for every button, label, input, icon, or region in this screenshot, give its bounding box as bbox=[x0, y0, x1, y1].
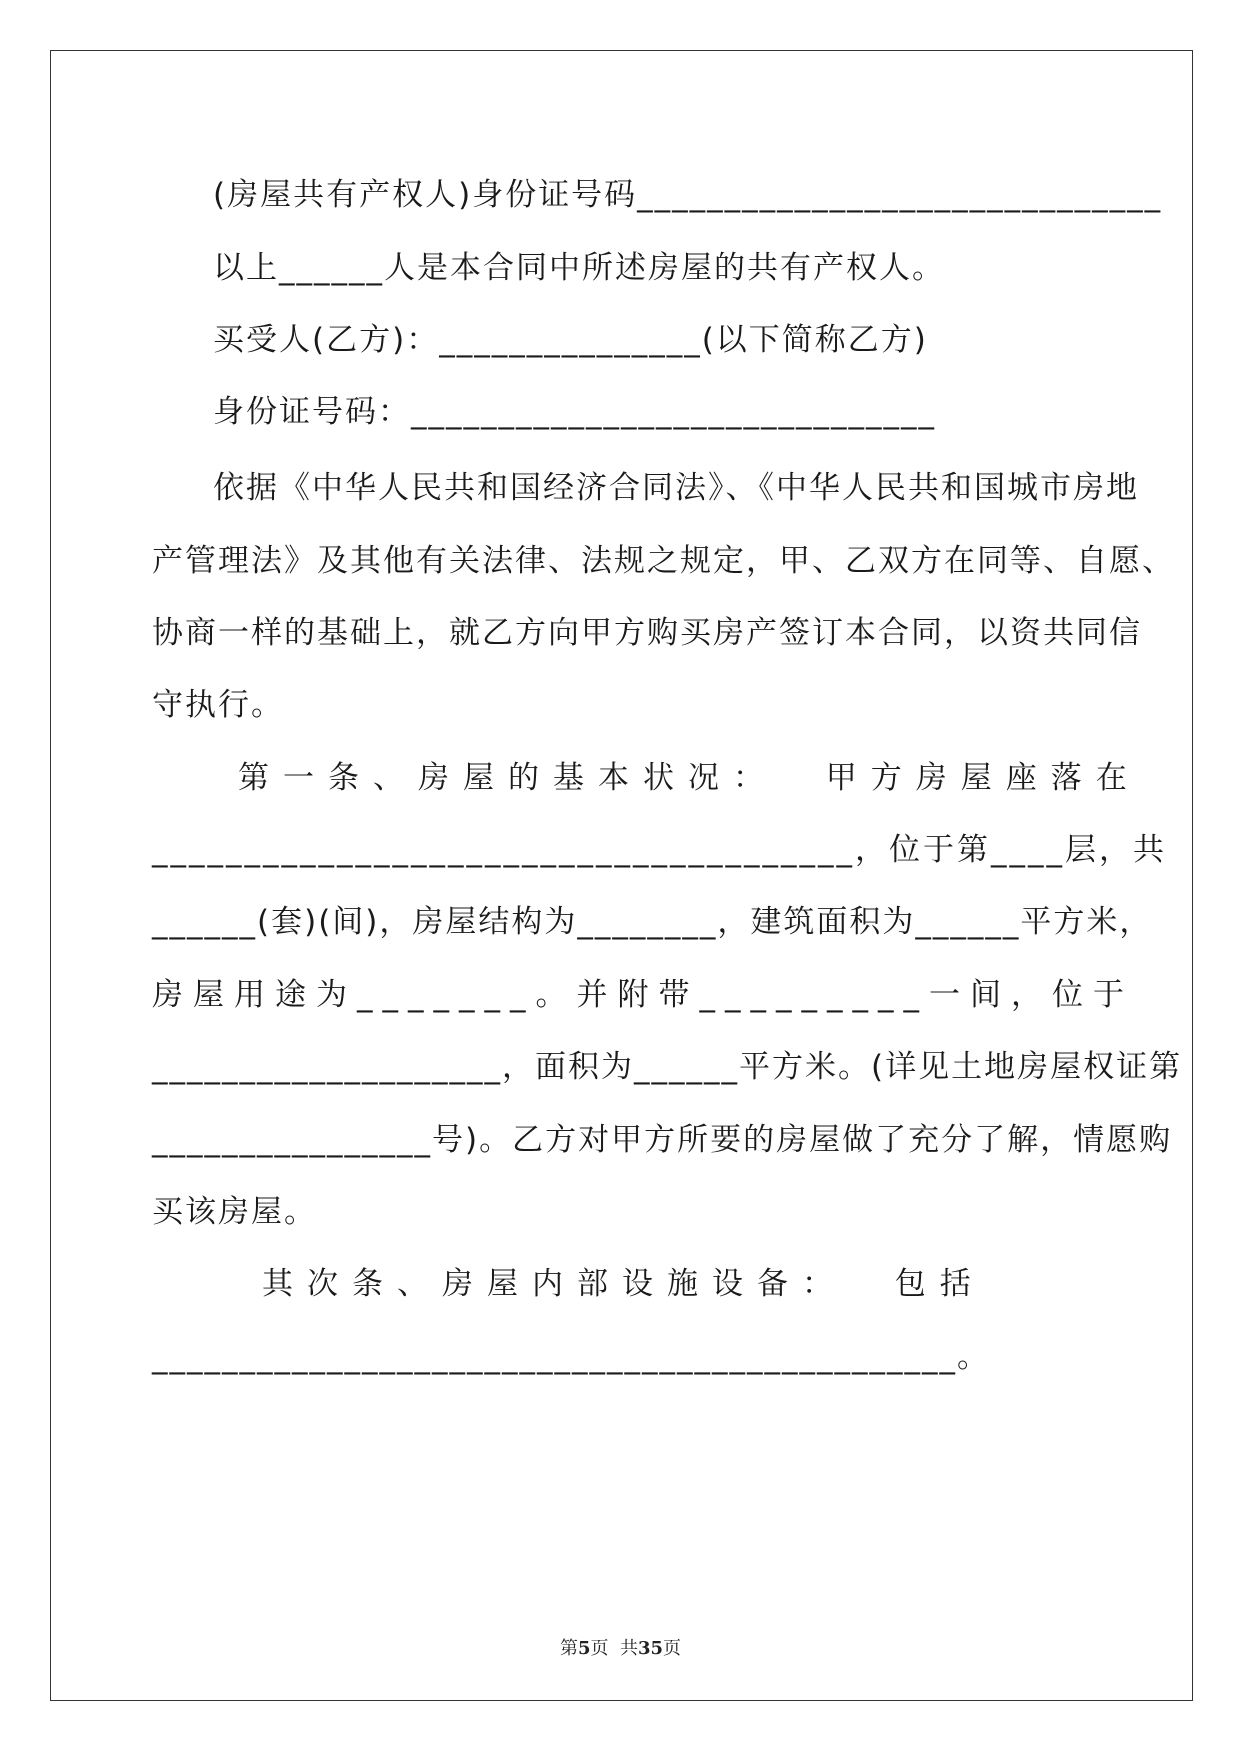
footer-page-mid: 页 共 bbox=[590, 1638, 638, 1659]
doc-line-article2-title: 其次条、房屋内部设施设备： 包括 bbox=[262, 1266, 985, 1302]
doc-line-article1-location: ______________________________________，位于第____层，共 bbox=[152, 832, 1167, 868]
footer-page-number: 5 bbox=[577, 1638, 591, 1659]
doc-line-basis-4: 守执行。 bbox=[152, 687, 284, 723]
doc-line-co-owners: 以上______人是本合同中所述房屋的共有产权人。 bbox=[213, 250, 945, 286]
doc-line-basis-1: 依据《中华人民共和国经济合同法》、《中华人民共和国城市房地 bbox=[213, 470, 1139, 506]
doc-line-article1-area: ____________________，面积为______平方米。(详见土地房屋权证第 bbox=[152, 1049, 1183, 1085]
footer-page-suffix: 页 bbox=[663, 1638, 682, 1659]
doc-line-basis-2: 产管理法》及其他有关法律、法规之规定，甲、乙双方在同等、自愿、 bbox=[152, 543, 1175, 579]
doc-line-basis-3: 协商一样的基础上，就乙方向甲方购买房产签订本合同，以资共同信 bbox=[152, 615, 1142, 651]
doc-line-buyer-id: 身份证号码：______________________________ bbox=[213, 394, 936, 430]
page-border bbox=[50, 50, 1193, 1701]
doc-line-article2-items: ______________________________________________。 bbox=[152, 1339, 990, 1375]
doc-line-buyer: 买受人(乙方)：_______________(以下简称乙方) bbox=[213, 322, 928, 358]
doc-line-article1-usage: 房屋用途为_______。并附带_________一间，位于 bbox=[152, 977, 1134, 1013]
doc-line-article1-cert: ________________号)。乙方对甲方所要的房屋做了充分了解，情愿购 bbox=[152, 1122, 1173, 1158]
doc-line-article1-structure: ______(套)(间)，房屋结构为________，建筑面积为______平方米， bbox=[152, 904, 1153, 940]
doc-line-article1-end: 买该房屋。 bbox=[152, 1194, 317, 1230]
doc-line-co-owner-id: (房屋共有产权人)身份证号码______________________________ bbox=[213, 177, 1163, 213]
footer-page-total: 35 bbox=[637, 1638, 664, 1659]
page-footer bbox=[0, 1634, 1241, 1660]
doc-line-article1-title: 第一条、房屋的基本状况： 甲方房屋座落在 bbox=[238, 760, 1141, 796]
footer-page-prefix: 第 bbox=[559, 1638, 578, 1659]
